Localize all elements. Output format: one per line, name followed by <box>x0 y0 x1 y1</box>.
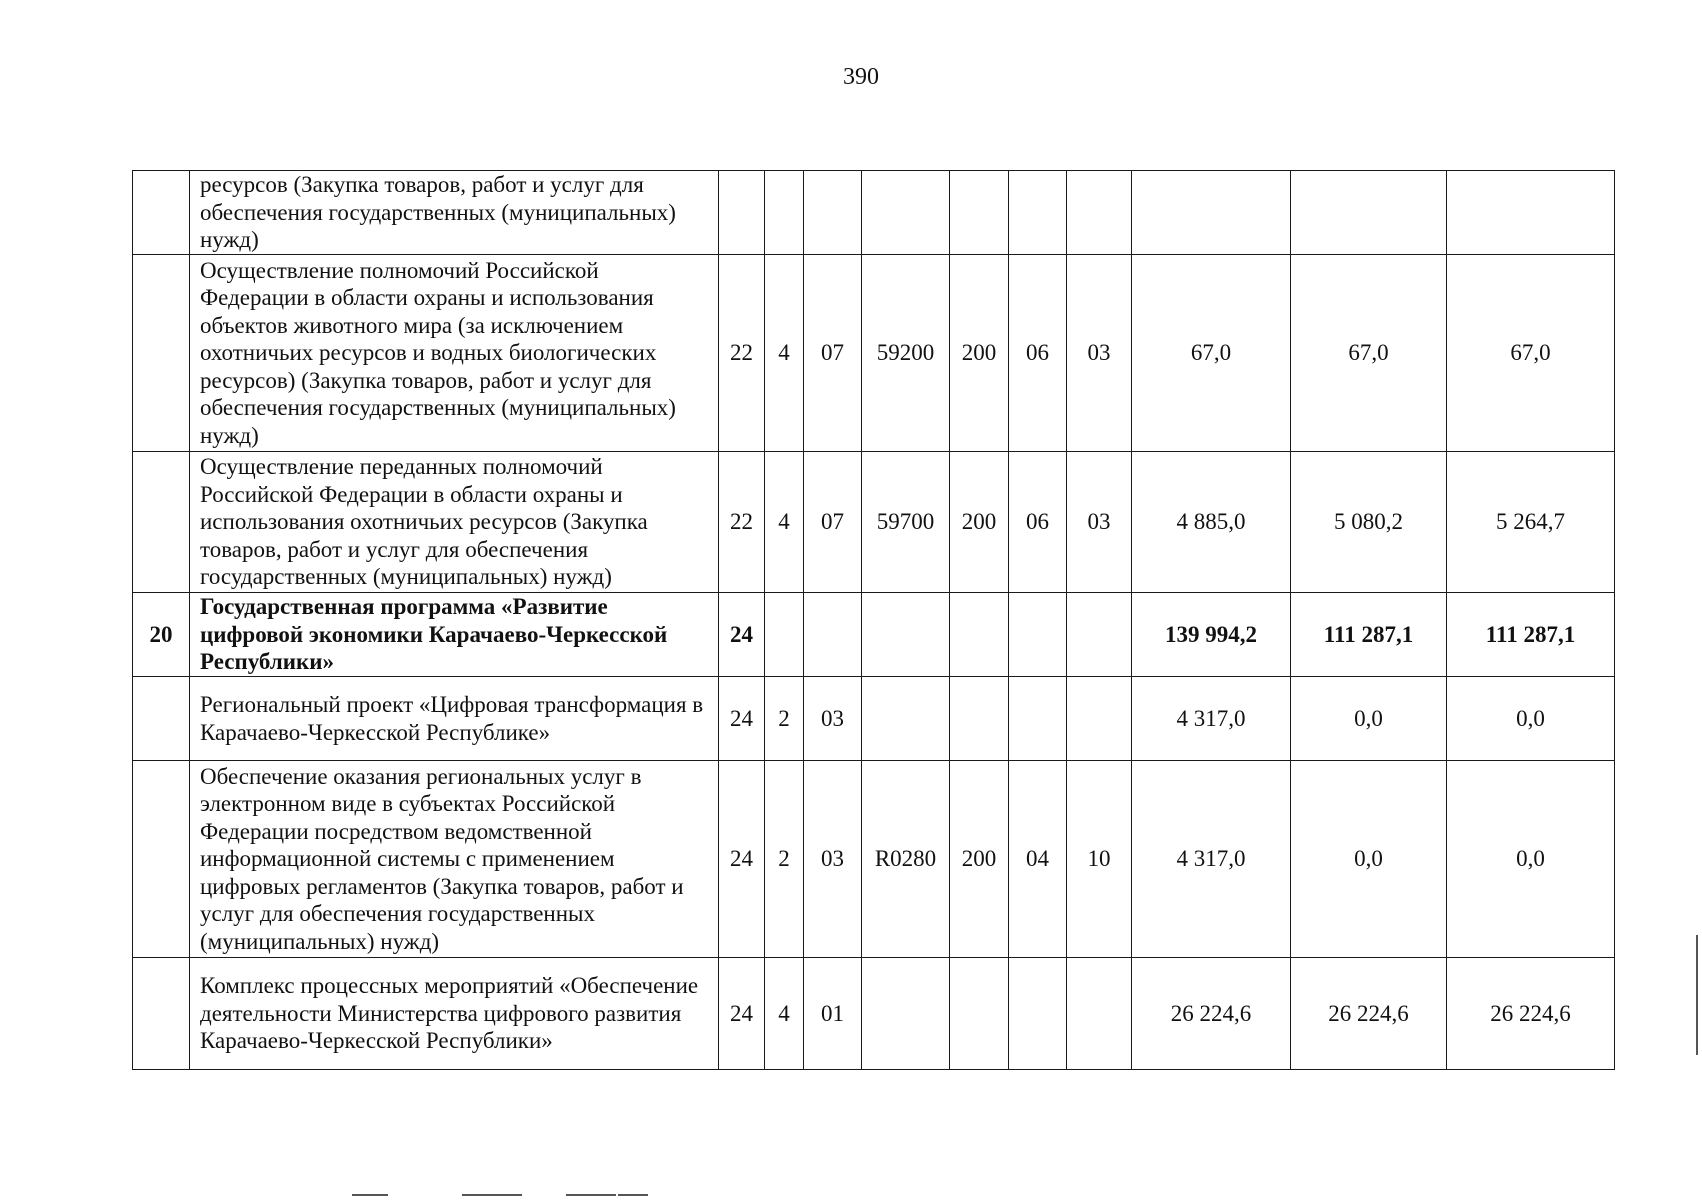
row-number-cell <box>133 171 190 255</box>
subsection-cell: 10 <box>1067 761 1132 958</box>
subsection-cell <box>1067 677 1132 761</box>
page-number: 390 <box>843 64 879 90</box>
amount-year2-cell: 5 080,2 <box>1291 452 1447 593</box>
table-row <box>133 593 1615 677</box>
row-number-cell <box>133 452 190 593</box>
amount-year1-cell: 4 885,0 <box>1132 452 1291 593</box>
row-number-cell <box>133 677 190 761</box>
amount-year1-cell: 67,0 <box>1132 255 1291 452</box>
code-struct-cell: 03 <box>804 677 862 761</box>
subsection-cell: 03 <box>1067 452 1132 593</box>
code-type-cell: 4 <box>765 452 804 593</box>
code-gp-cell: 24 <box>719 593 765 677</box>
amount-year1-cell: 26 224,6 <box>1132 958 1291 1070</box>
code-direction-cell: 59200 <box>862 255 950 452</box>
expense-type-cell: 200 <box>950 761 1009 958</box>
code-type-cell <box>765 593 804 677</box>
code-direction-cell: 59700 <box>862 452 950 593</box>
section-cell <box>1009 677 1067 761</box>
scan-artifact <box>618 1194 648 1196</box>
code-type-cell: 2 <box>765 677 804 761</box>
code-type-cell <box>765 171 804 255</box>
table-row <box>133 171 1615 255</box>
code-struct-cell: 07 <box>804 452 862 593</box>
code-direction-cell <box>862 171 950 255</box>
expense-type-cell <box>950 958 1009 1070</box>
section-cell: 06 <box>1009 452 1067 593</box>
scan-artifact <box>566 1194 616 1196</box>
code-struct-cell: 03 <box>804 761 862 958</box>
expense-type-cell: 200 <box>950 255 1009 452</box>
expense-type-cell <box>950 171 1009 255</box>
row-number-cell <box>133 255 190 452</box>
code-direction-cell <box>862 958 950 1070</box>
subsection-cell: 03 <box>1067 255 1132 452</box>
section-cell <box>1009 593 1067 677</box>
amount-year1-cell: 139 994,2 <box>1132 593 1291 677</box>
item-name-cell: ресурсов (Закупка товаров, работ и услуг для обеспечения государственных (муниципальных) нужд) <box>190 171 719 255</box>
section-cell <box>1009 958 1067 1070</box>
item-name-cell: Обеспечение оказания региональных услуг в электронном виде в субъектах Российской Федерации посредством ведомственной информационной системы с применением цифровых регламентов (Закупка товаров, работ и услуг для обеспечения государственных (муниципальных) нужд) <box>190 761 719 958</box>
item-name-cell: Осуществление полномочий Российской Федерации в области охраны и использования объектов животного мира (за исключением охотничьих ресурсов и водных биологических ресурсов) (Закупка товаров, работ и услуг для обеспечения государственных (муниципальных) нужд) <box>190 255 719 452</box>
item-name-cell: Комплекс процессных мероприятий «Обеспечение деятельности Министерства цифрового развития Карачаево-Черкесской Республики» <box>190 958 719 1070</box>
amount-year3-cell: 67,0 <box>1447 255 1615 452</box>
table-row <box>133 958 1615 1070</box>
code-struct-cell: 07 <box>804 255 862 452</box>
amount-year1-cell <box>1132 171 1291 255</box>
subsection-cell <box>1067 593 1132 677</box>
code-gp-cell <box>719 171 765 255</box>
table-row <box>133 452 1615 593</box>
expense-type-cell <box>950 677 1009 761</box>
code-struct-cell: 01 <box>804 958 862 1070</box>
item-name-cell: Государственная программа «Развитие цифровой экономики Карачаево-Черкесской Республики» <box>190 593 719 677</box>
amount-year2-cell: 0,0 <box>1291 761 1447 958</box>
code-gp-cell: 24 <box>719 761 765 958</box>
table-row <box>133 677 1615 761</box>
code-struct-cell <box>804 171 862 255</box>
code-gp-cell: 22 <box>719 255 765 452</box>
amount-year3-cell: 0,0 <box>1447 677 1615 761</box>
scan-artifact <box>352 1194 388 1196</box>
code-gp-cell: 24 <box>719 958 765 1070</box>
subsection-cell <box>1067 958 1132 1070</box>
code-direction-cell <box>862 677 950 761</box>
amount-year3-cell <box>1447 171 1615 255</box>
code-gp-cell: 24 <box>719 677 765 761</box>
code-struct-cell <box>804 593 862 677</box>
row-number-cell <box>133 958 190 1070</box>
amount-year3-cell: 5 264,7 <box>1447 452 1615 593</box>
amount-year3-cell: 26 224,6 <box>1447 958 1615 1070</box>
code-direction-cell: R0280 <box>862 761 950 958</box>
section-cell: 04 <box>1009 761 1067 958</box>
amount-year3-cell: 0,0 <box>1447 761 1615 958</box>
item-name-cell: Региональный проект «Цифровая трансформация в Карачаево-Черкесской Республике» <box>190 677 719 761</box>
expense-type-cell: 200 <box>950 452 1009 593</box>
table-row <box>133 255 1615 452</box>
code-gp-cell: 22 <box>719 452 765 593</box>
section-cell: 06 <box>1009 255 1067 452</box>
amount-year2-cell <box>1291 171 1447 255</box>
amount-year2-cell: 111 287,1 <box>1291 593 1447 677</box>
amount-year2-cell: 67,0 <box>1291 255 1447 452</box>
amount-year2-cell: 0,0 <box>1291 677 1447 761</box>
row-number-cell: 20 <box>133 593 190 677</box>
table-body <box>133 171 1615 1070</box>
section-cell <box>1009 171 1067 255</box>
amount-year3-cell: 111 287,1 <box>1447 593 1615 677</box>
scan-artifact <box>1696 935 1698 1055</box>
code-direction-cell <box>862 593 950 677</box>
amount-year1-cell: 4 317,0 <box>1132 761 1291 958</box>
scan-artifact <box>462 1194 522 1196</box>
item-name-cell: Осуществление переданных полномочий Российской Федерации в области охраны и использования охотничьих ресурсов (Закупка товаров, работ и услуг для обеспечения государственных (муниципальных) нужд) <box>190 452 719 593</box>
budget-table <box>132 170 1615 1070</box>
subsection-cell <box>1067 171 1132 255</box>
code-type-cell: 4 <box>765 958 804 1070</box>
code-type-cell: 4 <box>765 255 804 452</box>
code-type-cell: 2 <box>765 761 804 958</box>
expense-type-cell <box>950 593 1009 677</box>
row-number-cell <box>133 761 190 958</box>
table-row <box>133 761 1615 958</box>
amount-year2-cell: 26 224,6 <box>1291 958 1447 1070</box>
amount-year1-cell: 4 317,0 <box>1132 677 1291 761</box>
